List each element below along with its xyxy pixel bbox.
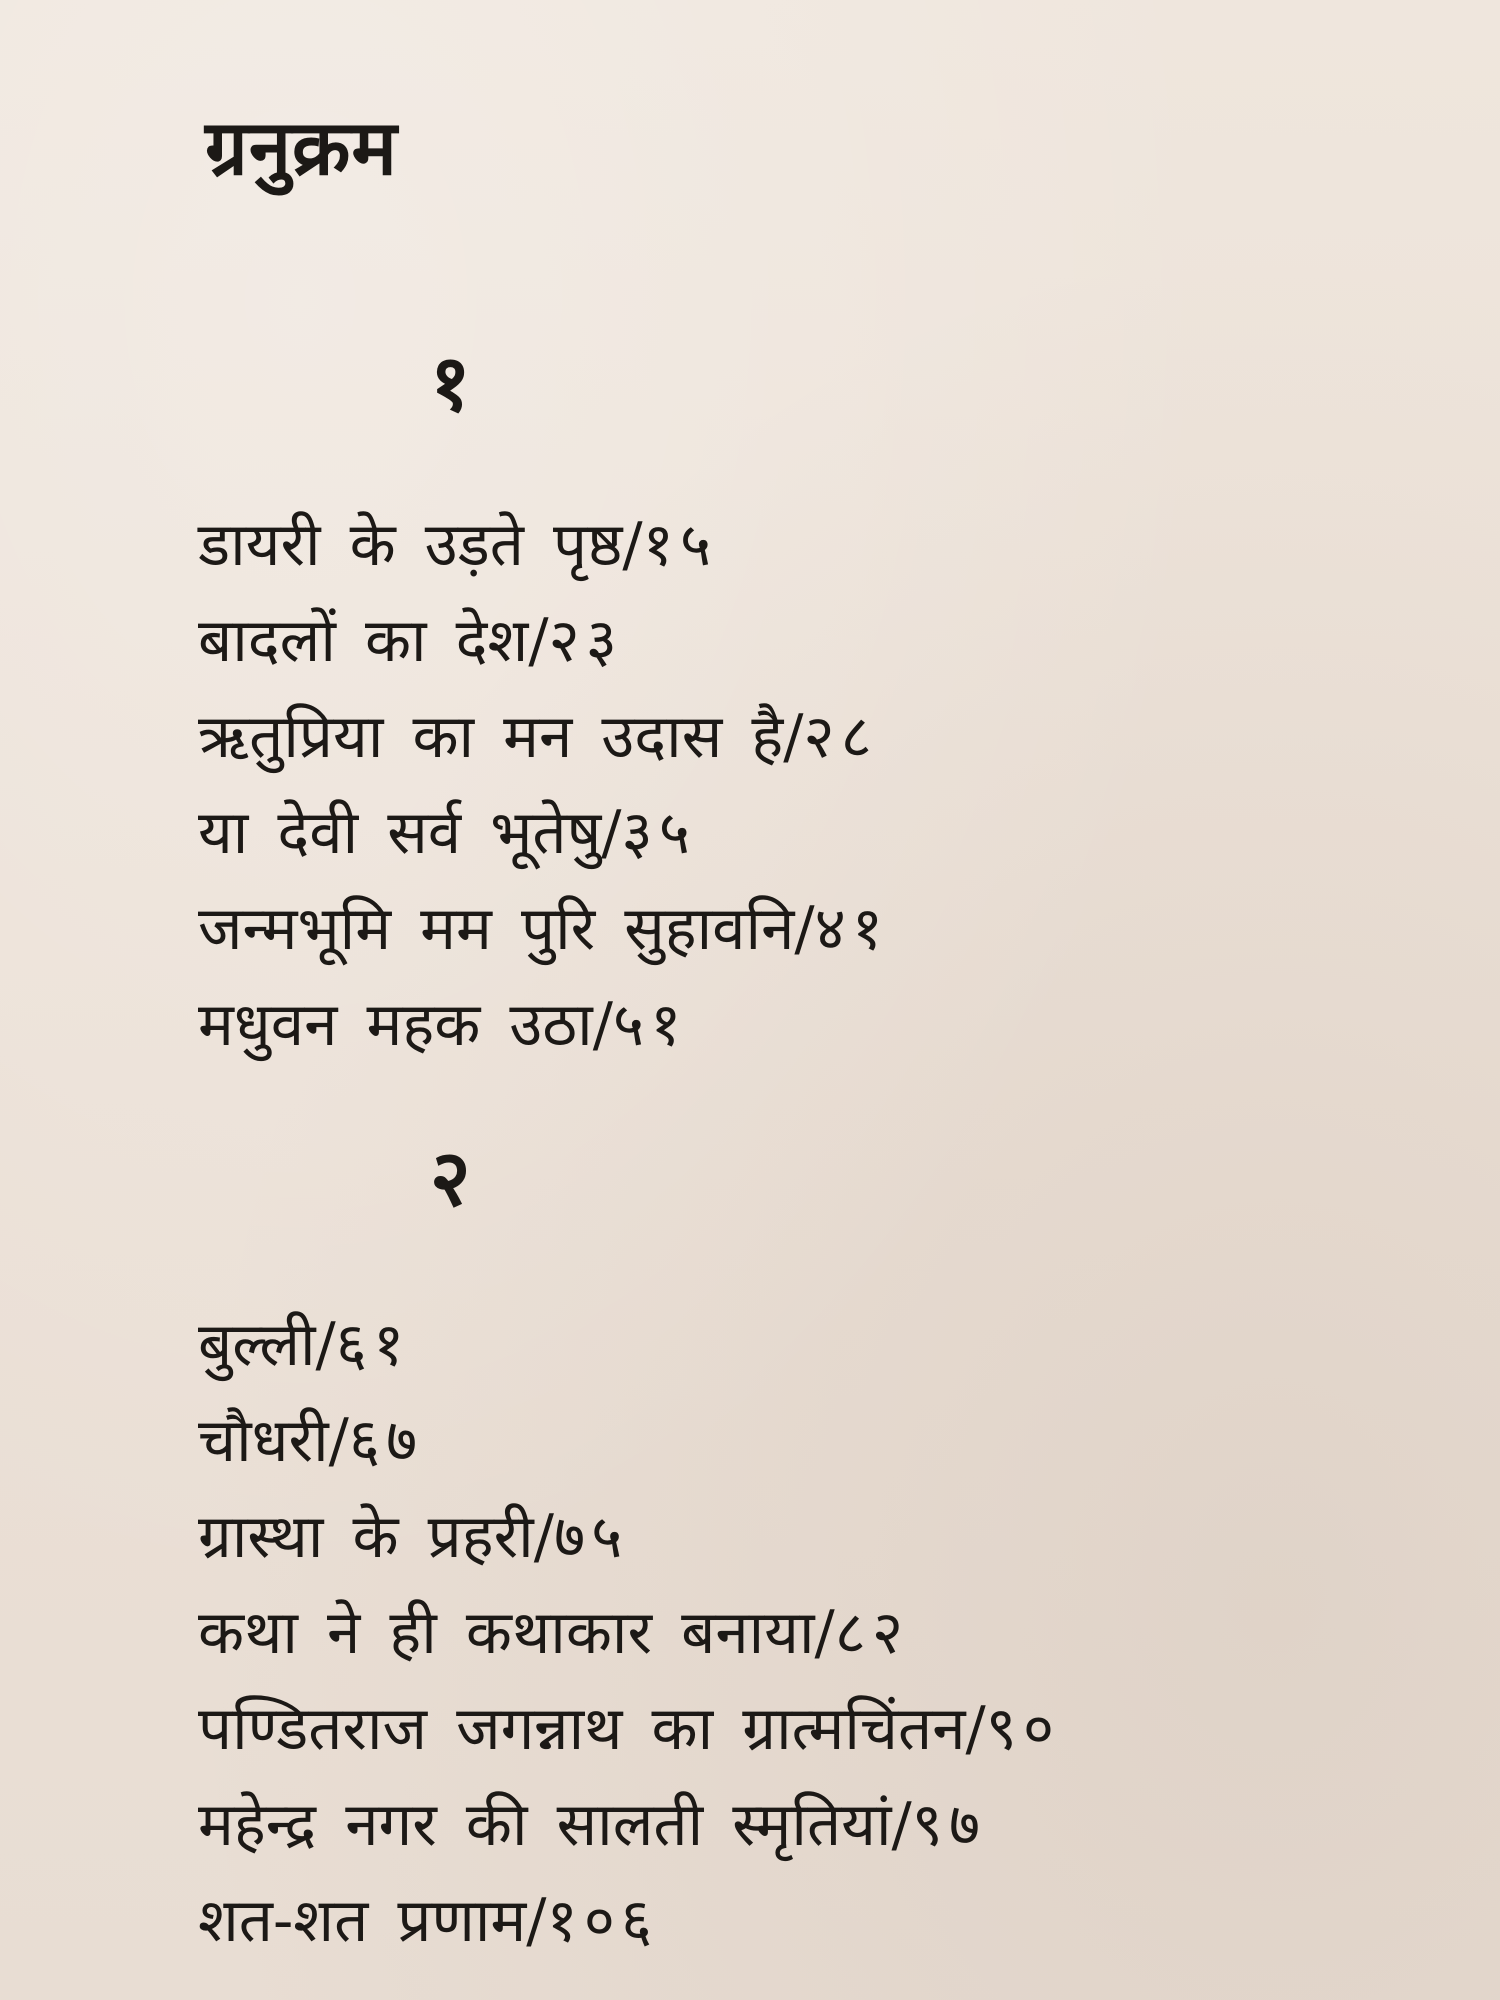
entry-title: जन्मभूमि मम पुरि सुहावनि (198, 894, 795, 964)
entry-page-number: १०६ (546, 1886, 659, 1956)
toc-entry (198, 606, 889, 707)
entry-title: या देवी सर्व भूतेषु (198, 798, 602, 868)
entry-title: मधुवन महक उठा (198, 990, 593, 1060)
section-2-entries (198, 1310, 1061, 1987)
toc-entry (198, 1598, 1060, 1699)
entry-title: पण्डितराज जगन्नाथ का ग्रात्मचिंतन (198, 1694, 966, 1764)
entry-page-number: ९० (985, 1694, 1061, 1764)
toc-entry (198, 702, 889, 803)
entry-title: महेन्द्र नगर की सालती स्मृतियां (198, 1790, 892, 1860)
toc-entry (198, 798, 889, 899)
entry-page-number: २३ (548, 606, 623, 676)
entry-separator: / (528, 606, 549, 676)
toc-entry (198, 1406, 1060, 1507)
entry-separator: / (814, 1598, 835, 1668)
toc-entry (198, 1886, 1060, 1987)
entry-separator: / (622, 510, 643, 580)
entry-separator: / (601, 798, 622, 868)
section-1-entries (198, 510, 890, 1091)
entry-separator: / (794, 894, 815, 964)
entry-separator: / (526, 1886, 547, 1956)
entry-separator: / (315, 1310, 336, 1380)
entry-page-number: १५ (642, 510, 718, 580)
section-number-1: १ (430, 338, 471, 429)
entry-page-number: ५१ (612, 990, 688, 1060)
entry-separator: / (328, 1406, 349, 1476)
section-number-2: २ (430, 1133, 471, 1224)
entry-title: बादलों का देश (198, 606, 529, 676)
entry-separator: / (533, 1502, 554, 1572)
entry-separator: / (592, 990, 613, 1060)
entry-page-number: ३५ (621, 798, 696, 868)
entry-page-number: ८२ (834, 1598, 910, 1668)
contents-heading: ग्रनुक्रम (205, 103, 398, 192)
entry-page-number: ४१ (814, 894, 890, 964)
entry-title: ग्रास्था के प्रहरी (198, 1502, 534, 1572)
toc-entry (198, 510, 889, 611)
entry-separator: / (891, 1790, 912, 1860)
toc-entry (198, 1790, 1060, 1891)
entry-title: कथा ने ही कथाकार बनाया (198, 1598, 815, 1668)
entry-separator: / (783, 702, 804, 772)
toc-entry (198, 894, 890, 995)
entry-separator: / (965, 1694, 986, 1764)
toc-entry (198, 990, 889, 1091)
entry-title: बुल्ली (198, 1310, 316, 1380)
entry-page-number: ६७ (348, 1406, 424, 1476)
toc-entry (198, 1694, 1061, 1795)
entry-title: ऋतुप्रिया का मन उदास है (198, 702, 784, 772)
entry-page-number: २८ (803, 702, 878, 772)
entry-page-number: ९७ (911, 1790, 987, 1860)
entry-title: चौधरी (198, 1406, 329, 1476)
entry-page-number: ७५ (553, 1502, 629, 1572)
entry-title: डायरी के उड़ते पृष्ठ (198, 510, 623, 580)
toc-entry (198, 1310, 1060, 1411)
entry-page-number: ६१ (335, 1310, 411, 1380)
entry-title: शत-शत प्रणाम (198, 1886, 527, 1956)
toc-entry (198, 1502, 1060, 1603)
